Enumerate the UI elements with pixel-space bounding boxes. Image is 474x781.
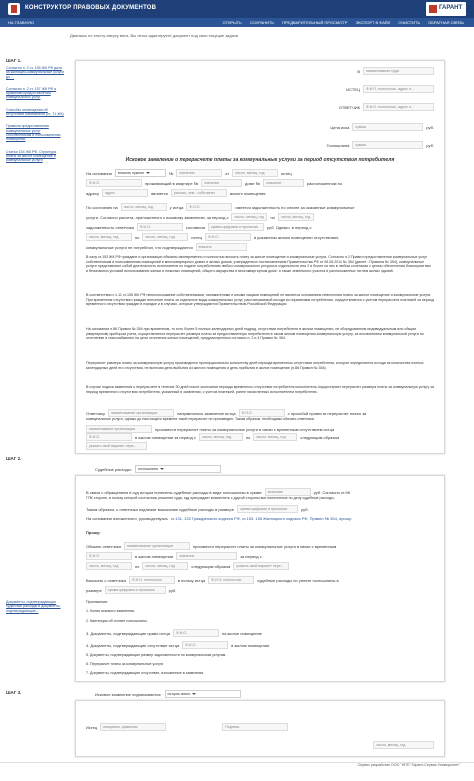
attachment-6: 6. Перерасчет платы за коммунальные услуги — [86, 662, 164, 666]
plaintiff-sign-label: Истец — [86, 724, 98, 730]
defendant-word: Ответчику — [86, 410, 106, 416]
variant-field[interactable]: указать свой вариант пере... — [86, 442, 147, 450]
duty-row — [86, 141, 434, 149]
attachment-3-field[interactable]: Ф.И.О. — [173, 629, 219, 637]
oblige2-row — [86, 542, 434, 550]
period-to-field[interactable]: число, месяц, год — [278, 213, 314, 221]
calc-text: услуги. Согласно расчета, приложенного к исковому заявлению, за период с — [86, 214, 229, 220]
duty-field[interactable]: сумма — [352, 141, 423, 149]
oblige-row — [86, 425, 434, 433]
is-label: является — [151, 190, 168, 196]
top-menu — [223, 20, 464, 25]
left-step-2-links — [6, 600, 66, 621]
sent-text: направлялось заявление истца — [177, 410, 236, 416]
hint-link-1[interactable]: Согласно п. 2 ст. 155 ЖК РФ дата за жилищно-коммунальные услуги до ... — [6, 66, 64, 79]
oblige2-recalc-text: произвести перерасчет платы за коммунальные услуги в связи с временным — [192, 543, 337, 549]
signer-label: Исковое заявление подписывается: — [95, 691, 162, 697]
located-label: расположенном по — [306, 180, 343, 186]
paragraph-4: Перерасчет размера платы за коммунальную услугу производится пропорционально количеству дней периода временного отсутствия потребителя, которое определяется исходя из количества полных календарных дней его отсутствия, не включая день выбытия из жилого помещения и день прибытия в жилое помещение (п.88 Правил № 354). — [86, 361, 424, 370]
hint-link-5[interactable]: Статья 154 ЖК РФ. Структура платы за жилое помещение и коммунальные услуги — [6, 149, 57, 163]
left-step-2 — [6, 456, 66, 464]
address-label: адресу — [86, 190, 100, 196]
instruction-text: Двигаясь по тексту сверху вниз, Вы легко адаптируете документ под свои текущие задачи — [70, 33, 239, 38]
oblige-org-field[interactable]: наименование организации — [86, 425, 152, 433]
court-field[interactable]: наименование суда — [363, 67, 434, 75]
paragraph-3: На основании п.86 Правил № 354 при временном, то есть более 5 полных календарных дней подряд, отсутствии потребителя в жилом помещении, не оборудованном индивидуальным или общим (квартирным) прибором учета, осуществляется перерасчет размера платы за предоставленную потребителю в таком жилом помещении коммунальную услугу, за исключением коммунальной услуги по отоплению и газоснабжению на цели отопления жилых помещений, предусмотренных согласно п. 2 и 4 Правил № 354. — [86, 327, 424, 340]
defendant-field[interactable]: Ф.И.О. полностью, адрес п... — [363, 103, 434, 111]
basis-select-value: вписать нужное — [117, 171, 145, 175]
document-section-3 — [75, 700, 445, 757]
price-field[interactable]: сумма — [352, 123, 423, 131]
absence-row — [86, 233, 434, 241]
basis-row — [86, 169, 434, 177]
oblige2-to-label: по — [135, 563, 140, 569]
oblige-name-field[interactable]: Ф.И.О. — [86, 433, 132, 441]
as-of-date-field[interactable]: число, месяц, год — [121, 203, 167, 211]
to-label: по — [270, 214, 275, 220]
defendant-label: ОТВЕТЧИК — [338, 104, 360, 110]
confirm-text: коммунальные услуги не потреблял, что подтверждается — [86, 244, 193, 250]
defendant-row — [86, 103, 434, 111]
app-title: КОНСТРУКТОР ПРАВОВЫХ ДОКУМЕНТОВ — [25, 5, 157, 11]
paragraph-2: В соответствии с ч.11 ст.155 ЖК РФ неиспользование собственниками, нанимателями и иными лицами помещений не является основанием невнесения платы за жилое помещение и коммунальные услуги. При временном отсутствии граждан внесение платы за отдельные виды коммунальных услуг, рассчитываемой исходя из нормативов потребления, осуществляется с учетом перерасчета платежей за период временного отсутствия граждан в порядке и в случаях, которые утверждаются Правительством Российской Федерации. — [86, 293, 434, 306]
oblige2-from-field[interactable]: число, месяц, год — [86, 562, 132, 570]
attachment-7: 7. Документы, подтверждающие отсутствие, изложенные в заявлении. — [86, 671, 205, 675]
oblige2-name-field[interactable]: Ф.И.О. — [86, 552, 132, 560]
debt-row — [86, 203, 434, 211]
recover-unit: руб. — [300, 506, 309, 512]
debt-name-field[interactable]: Ф.И.О. — [137, 223, 183, 231]
attachment-4 — [86, 641, 434, 649]
oblige2-place-text: в жилом помещении — [135, 553, 174, 559]
plaintiff-name-field[interactable]: Ф.И.О. — [86, 179, 142, 187]
recover2-defendant-field[interactable]: Ф.И.О. полностью — [129, 576, 175, 584]
org-field[interactable]: наименование организации — [108, 409, 174, 417]
as-of-label: По состоянию на — [86, 204, 118, 210]
price-unit: руб. — [426, 124, 434, 130]
oblige-from-field[interactable]: число, месяц, год — [199, 433, 243, 441]
chevron-down-icon — [146, 172, 150, 174]
absence-from-field[interactable]: число, месяц, год — [86, 233, 132, 241]
period-row — [86, 213, 434, 221]
fee-text: В связи с обращением в суд истцом понесены судебные расходы в виде госпошлины в сумме — [86, 489, 262, 495]
signature-field[interactable]: Подпись — [222, 723, 288, 731]
absent-text: в указанном жилом помещении отсутствовал, — [253, 234, 340, 240]
plaintiff-field[interactable]: Ф.И.О. полностью, адрес п... — [363, 85, 434, 93]
oblige-to-label: по — [245, 434, 251, 440]
paragraph-5: В случае подачи заявления о перерасчете в течение 30 дней после окончания периода временного отсутствия потребителя исполнитель осуществляет перерасчет размера платы за коммунальную услугу за период временного отсутствия потребителя, указанный в заявлении, с учетом платежей, ранее начисленных исполнителем потребителю. — [86, 385, 434, 394]
signer-select-value: истцом лично — [167, 692, 191, 696]
recover-row — [86, 505, 434, 513]
attachment-3-tail: на жилое помещение — [222, 630, 262, 636]
owner-type-field[interactable]: указать, кем - собственн — [171, 189, 227, 197]
basis-date-label: от — [225, 170, 230, 176]
basis-law-refs: ст.131, 132 Гражданского кодекса РФ, ст.153, 155 Жилищного кодекса РФ, Правил № 354, прошу: — [170, 516, 352, 521]
not-done-text: коммунальные услуги, однако до настоящего времени такой перерасчет не произведен. Таким образом, необходимо обязать ответчика — [86, 417, 314, 421]
basis-date-field[interactable]: число, месяц, год — [232, 169, 278, 177]
recover-text: Таким образом, с ответчика подлежат взысканию судебные расходы в размере — [86, 506, 234, 512]
menu-export[interactable]: ЭКСПОРТ В ФАЙЛ — [355, 20, 391, 25]
notice-row — [86, 409, 434, 417]
chevron-down-icon — [160, 468, 164, 470]
hint-link-4[interactable]: Правила предоставления коммунальных услуг собственникам и пользователям помещений — [6, 124, 61, 142]
menu-save[interactable]: СОХРАНИТЬ — [249, 20, 275, 25]
recover2-for-text: в пользу истца — [177, 577, 206, 583]
debt-sum-field[interactable]: сумма цифрами и прописью — [208, 223, 264, 231]
recover2-sum-field[interactable]: сумма цифрами и прописью — [105, 586, 166, 594]
recover-sum-field[interactable]: сумма цифрами и прописью — [237, 505, 298, 513]
sign-date-field[interactable]: число, месяц, год — [373, 741, 434, 749]
basis-law-row — [86, 516, 434, 521]
oblige2-variant-field[interactable]: указать свой вариант пере... — [233, 562, 289, 570]
attachment-1: 1. Копия искового заявления. — [86, 609, 135, 613]
applicant-field[interactable]: Ф.И.О. — [239, 409, 285, 417]
oblige2-place-field[interactable]: значение — [176, 552, 237, 560]
brand-mark-icon — [429, 5, 437, 13]
basis-number-field[interactable]: значение — [176, 169, 222, 177]
recover2-row — [86, 576, 434, 584]
hint-link-2[interactable]: Согласно п. 2 ст. 157 ЖК РФ и правилам предоставления коммунальных услуг — [6, 86, 57, 100]
oblige-period-row — [86, 433, 434, 441]
hint-link-6[interactable]: Документы, подтверждающие судебные расходы и документы, подтверждающие... — [6, 600, 61, 613]
basis-label: На основании — [86, 170, 112, 176]
recover2-plaintiff-field[interactable]: Ф.И.О. полностью — [208, 576, 254, 584]
left-step-3 — [6, 690, 66, 698]
initials-field[interactable]: инициалы, фамилия — [100, 723, 166, 731]
attachment-2: 2. Квитанция об оплате госпошлины. — [86, 619, 148, 623]
debtor-field[interactable]: Ф.И.О. — [186, 203, 232, 211]
recover2-sum-row — [86, 586, 434, 594]
price-row — [86, 123, 434, 131]
however-label: руб. Однако, в период с — [267, 224, 312, 230]
debt-amount-row — [86, 223, 434, 231]
period-from-field[interactable]: число, месяц, год — [231, 213, 267, 221]
court-label: В — [357, 68, 360, 74]
follows-text: следующим образом — [300, 434, 340, 440]
absent-name-field[interactable]: Ф.И.О. — [205, 233, 251, 241]
brand-name: ГАРАНТ — [439, 5, 463, 11]
price-label: Цена иска — [330, 124, 350, 130]
debt-of-label: задолженность ответчика — [86, 224, 134, 230]
plaintiff-label-2: истец — [191, 234, 202, 240]
house-field[interactable]: значение — [263, 179, 304, 187]
recover2-size-label: размере — [86, 587, 102, 593]
attachments-label: Приложения: — [86, 600, 109, 604]
recover2-unit: руб. — [168, 587, 177, 593]
signer-select-row — [95, 690, 395, 698]
duty-unit: руб. — [426, 142, 434, 148]
step-2-label: ШАГ 2. — [6, 456, 22, 461]
attachment-3-text: 3. Документы, подтверждающие право истца — [86, 630, 170, 636]
apartment-label: проживающий в квартире № — [145, 180, 199, 186]
expenses-select-row — [95, 465, 395, 473]
absence-to-label: по — [135, 234, 140, 240]
basis-number-label: № — [168, 170, 174, 176]
menu-preview[interactable]: ПРЕДВАРИТЕЛЬНЫЙ ПРОСМОТР — [282, 20, 348, 25]
basis-select[interactable] — [115, 169, 166, 177]
attachment-3 — [86, 629, 434, 637]
variant-row — [86, 442, 434, 450]
attachment-4-text: 4. Документы, подтверждающие отсутствие истца — [86, 642, 180, 648]
recalc-text: произвести перерасчет платы за коммунальные услуги в связи с временным отсутствием истца — [155, 426, 335, 432]
home-link[interactable]: НА ГЛАВНУЮ — [8, 20, 35, 25]
gpk-text: ГПК стороне, в пользу которой состоялось решение суда, суд присуждает возместить с другой стороны все понесенные по делу судебные расходы. — [86, 496, 335, 500]
document-section-2 — [75, 475, 445, 682]
attachment-4-tail: в жилом помещении — [231, 642, 270, 648]
document-title: Исковое заявление о перерасчете платы за коммунальные услуги за период отсутствия потребителя — [125, 157, 395, 163]
menu-bar — [0, 18, 474, 27]
absence-to-field[interactable]: число, месяц, год — [142, 233, 188, 241]
basis-law-text: На основании изложенного, руководствуясь — [86, 516, 168, 521]
step-1-label: ШАГ 1. — [6, 58, 22, 63]
plaintiff-label: ИСТЕЦ — [346, 86, 360, 92]
app-logo — [8, 3, 20, 15]
oblige-to-field[interactable]: число, месяц, год — [253, 433, 297, 441]
address-row — [86, 189, 434, 197]
confirm-row — [86, 243, 434, 251]
residence-row — [86, 179, 434, 187]
document-section-1 — [75, 60, 445, 454]
expenses-label: Судебные расходы: — [95, 466, 132, 472]
ask-row — [86, 530, 434, 535]
oblige2-follows: следующим образом — [191, 563, 231, 569]
plaintiff-has-label: у истца — [169, 204, 184, 210]
hint-link-3[interactable]: Способы оповещения об отсутствии нанимателя (ст. 71 ЖК) — [6, 107, 64, 117]
attachment-4-field[interactable]: Ф.И.О. — [182, 641, 228, 649]
paragraph-1: В силу ст.153 ЖК РФ граждане и организации обязаны своевременно и полностью вносить плату за жилое помещение и коммунальные услуги. Согласно п.2 Правил предоставления коммунальных услуг собственникам и пользователям помещений в многоквартирных домах и жилых домов, утвержденных постановлением Правительства РФ от 06.05.2011 № 354 (далее - Правила № 354), коммунальные услуги представляют собой деятельность исполнителя по подаче потребителям любого коммунального ресурса в отдельности или 2 и более из них в любом сочетании с целью обеспечения благоприятных и безопасных условий использования жилых и нежилых помещений, общего имущества в многоквартирном доме, а также земельного участка и расположенных на нем жилых зданий. — [86, 255, 432, 273]
signer-select[interactable] — [165, 690, 241, 698]
oblige2-period-label: за период с — [240, 553, 262, 559]
amounted-label: составила — [185, 224, 205, 230]
oblige2-place-row — [86, 552, 434, 560]
oblige2-text: Обязать ответчика — [86, 543, 121, 549]
expenses-select[interactable] — [135, 465, 221, 473]
menu-clear[interactable]: ОЧИСТИТЬ — [398, 20, 421, 25]
apartment-field[interactable]: значение — [201, 179, 242, 187]
address-field[interactable]: адрес — [102, 189, 148, 197]
oblige2-dates-row — [86, 562, 434, 570]
residential-label: жилого помещения — [229, 190, 266, 196]
chevron-down-icon — [192, 693, 196, 695]
recover2-fee-text: судебные расходы по уплате госпошлины в — [257, 577, 339, 583]
request-text: с просьбой провести перерасчет платы за — [287, 410, 367, 416]
fee-art-text: руб. Согласно ст.98 — [313, 489, 350, 495]
house-label: доме № — [245, 180, 260, 186]
signature-row — [86, 723, 434, 731]
left-steps — [6, 58, 66, 170]
menu-open[interactable]: ОТКРЫТЬ — [222, 20, 242, 25]
expenses-select-value: госпошлина — [137, 467, 158, 471]
ask-label: Прошу: — [86, 530, 101, 535]
plaintiff-word: истец — [281, 170, 292, 176]
fee-row — [86, 488, 434, 496]
oblige2-to-field[interactable]: число, месяц, год — [142, 562, 188, 570]
plaintiff-row — [86, 85, 434, 93]
attachment-5: 5. Документы, подтверждающие размер задолженности по коммунальным услугам. — [86, 653, 227, 657]
footer-text: Сервис разработан ООО "НПП "Гарант-Сервис-Университет" — [357, 763, 460, 767]
oblige2-org-field[interactable]: наименование организации — [124, 542, 190, 550]
duty-label: Госпошлина — [326, 142, 350, 148]
debt-text: имеется задолженность по оплате за оказанные коммунальные — [235, 204, 355, 210]
menu-feedback[interactable]: ОБРАТНАЯ СВЯЗЬ — [428, 20, 464, 25]
period-text: в жилом помещении за период с — [135, 434, 196, 440]
fee-field[interactable]: значение — [265, 488, 311, 496]
court-row — [86, 67, 434, 75]
brand-logo — [426, 2, 466, 16]
confirm-doc-field[interactable]: вписать — [196, 243, 247, 251]
date-row — [86, 741, 434, 749]
top-bar — [0, 0, 474, 18]
step-3-label: ШАГ 3. — [6, 690, 22, 695]
recover2-text: Взыскать с ответчика — [86, 577, 126, 583]
